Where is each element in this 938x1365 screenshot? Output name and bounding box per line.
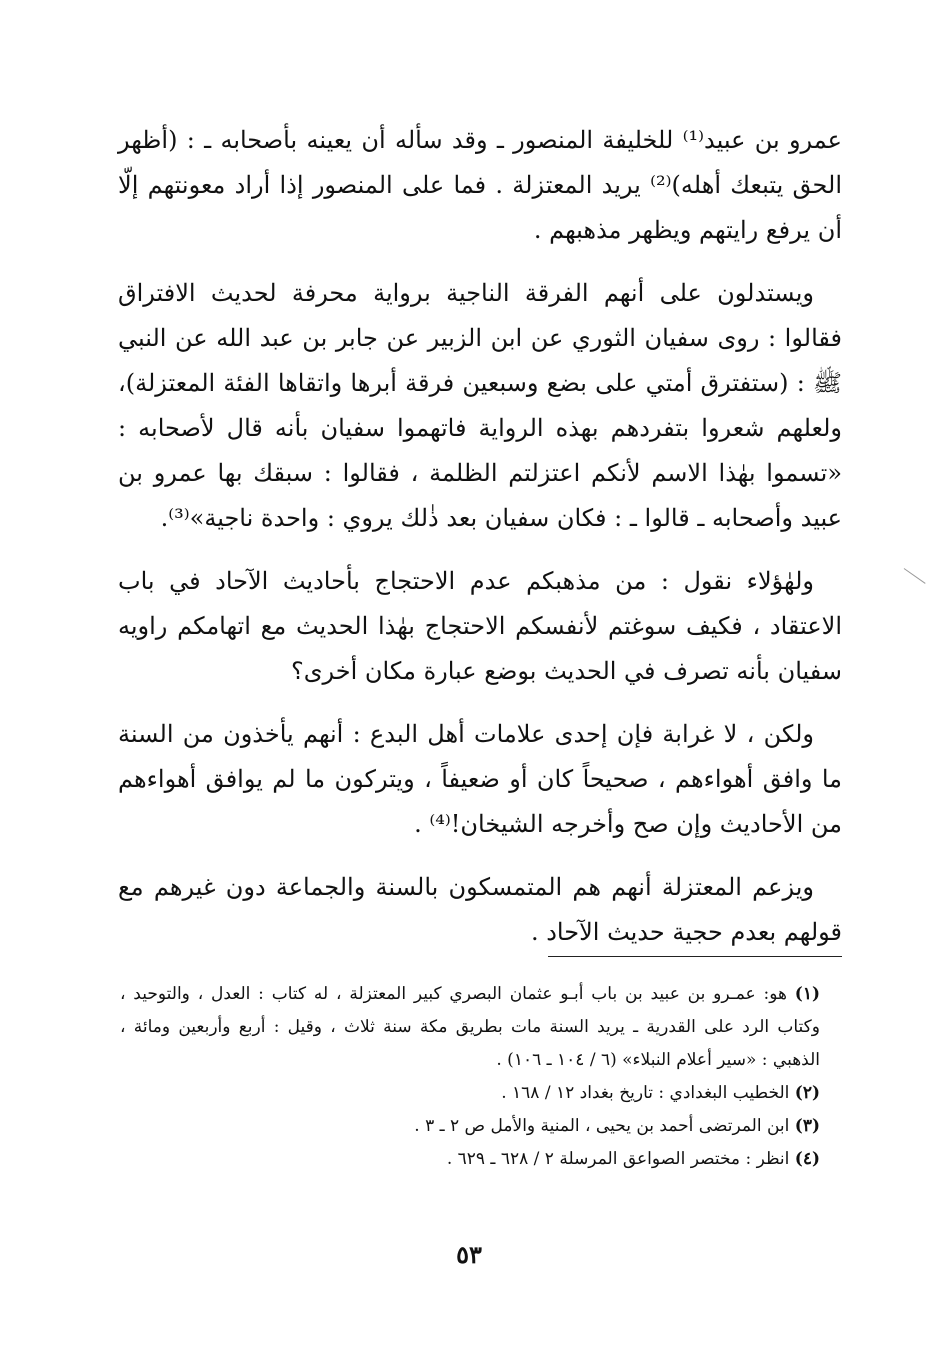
footnote-3	[120, 1110, 842, 1143]
paragraph-2: ويستدلون على أنهم الفرقة الناجية برواية محرفة لحديث الافتراق فقالوا : روى سفيان الثوري عن ابن الزبير عن جابر بن عبد الله عن النبي ﷺ : (ستفترق أمتي على بضع وسبعين فرقة أبرها واتقاها الفئة المعتزلة)، ولعلهم شعروا بتفردهم بهذه الرواية فاتهموا سفيان بأنه قال لأصحابه : «تسموا بهٰذا الاسم لأنكم اعتزلتم الظلمة ، فقالوا : سبقك بها عمرو بن عبيد وأصحابه ـ قالوا ـ : فكان سفيان بعد ذٰلك يروي : واحدة ناجية»⁽³⁾.	[118, 279, 843, 532]
footnote-number: (١)	[794, 984, 820, 1004]
footnote-separator	[548, 956, 842, 957]
footnote-text: انظر : مختصر الصواعق المرسلة ٢ / ٦٢٨ ـ ٦٢٩ .	[446, 1149, 790, 1169]
footnote-number: (٤)	[794, 1149, 820, 1169]
paragraph-1: عمرو بن عبيد⁽¹⁾ للخليفة المنصور ـ وقد سأله أن يعينه بأصحابه ـ : (أظهر الحق يتبعك أهله)⁽²⁾ يريد المعتزلة . فما على المنصور إذا أراد معونتهم إلّا أن يرفع رايتهم ويظهر مذهبهم .	[118, 126, 843, 244]
margin-mark	[904, 568, 926, 584]
footnotes	[120, 978, 842, 1176]
paragraph-5: ويزعم المعتزلة أنهم هم المتمسكون بالسنة والجماعة دون غيرهم مع قولهم بعدم حجية حديث الآحاد .	[118, 873, 842, 946]
footnote-text: ابن المرتضى أحمد بن يحيى ، المنية والأمل ص ٢ ـ ٣ .	[414, 1116, 790, 1136]
footnote-number: (٣)	[794, 1116, 820, 1136]
paragraph-3: ولهٰؤلاء نقول : من مذهبكم عدم الاحتجاج بأحاديث الآحاد في باب الاعتقاد ، فكيف سوغتم لأنفسكم الاحتجاج بهٰذا الحديث مع اتهامكم راويه سفيان بأنه تصرف في الحديث بوضع عبارة مكان أخرى؟	[118, 567, 842, 685]
footnote-text: هو: عمـرو بن عبيد بن باب أبـو عثمان البصري كبير المعتزلة ، له كتاب : العدل ، والتوحيد ، وكتاب الرد على القدرية ـ يريد السنة مات بطريق مكة سنة ثلاث ، وقيل : أربع وأربعين ومائة ، الذهبي : «سير أعلام النبلاء» (٦ / ١٠٤ ـ ١٠٦) .	[120, 984, 820, 1070]
footnote-4	[120, 1143, 842, 1176]
page-number: ٥٣	[456, 1240, 482, 1269]
footnote-number: (٢)	[794, 1083, 820, 1103]
paragraph-4: ولكن ، لا غرابة فإن إحدى علامات أهل البدع : أنهم يأخذون من السنة ما وافق أهواءهم ، صحيحاً كان أو ضعيفاً ، ويتركون ما لم يوافق أهواءهم من الأحاديث وإن صح وأخرجه الشيخان!⁽⁴⁾ .	[118, 720, 842, 838]
main-text	[118, 118, 842, 973]
footnote-2	[120, 1077, 842, 1110]
footnote-1	[120, 978, 842, 1077]
footnote-text: الخطيب البغدادي : تاريخ بغداد ١٢ / ١٦٨ .	[501, 1083, 790, 1103]
